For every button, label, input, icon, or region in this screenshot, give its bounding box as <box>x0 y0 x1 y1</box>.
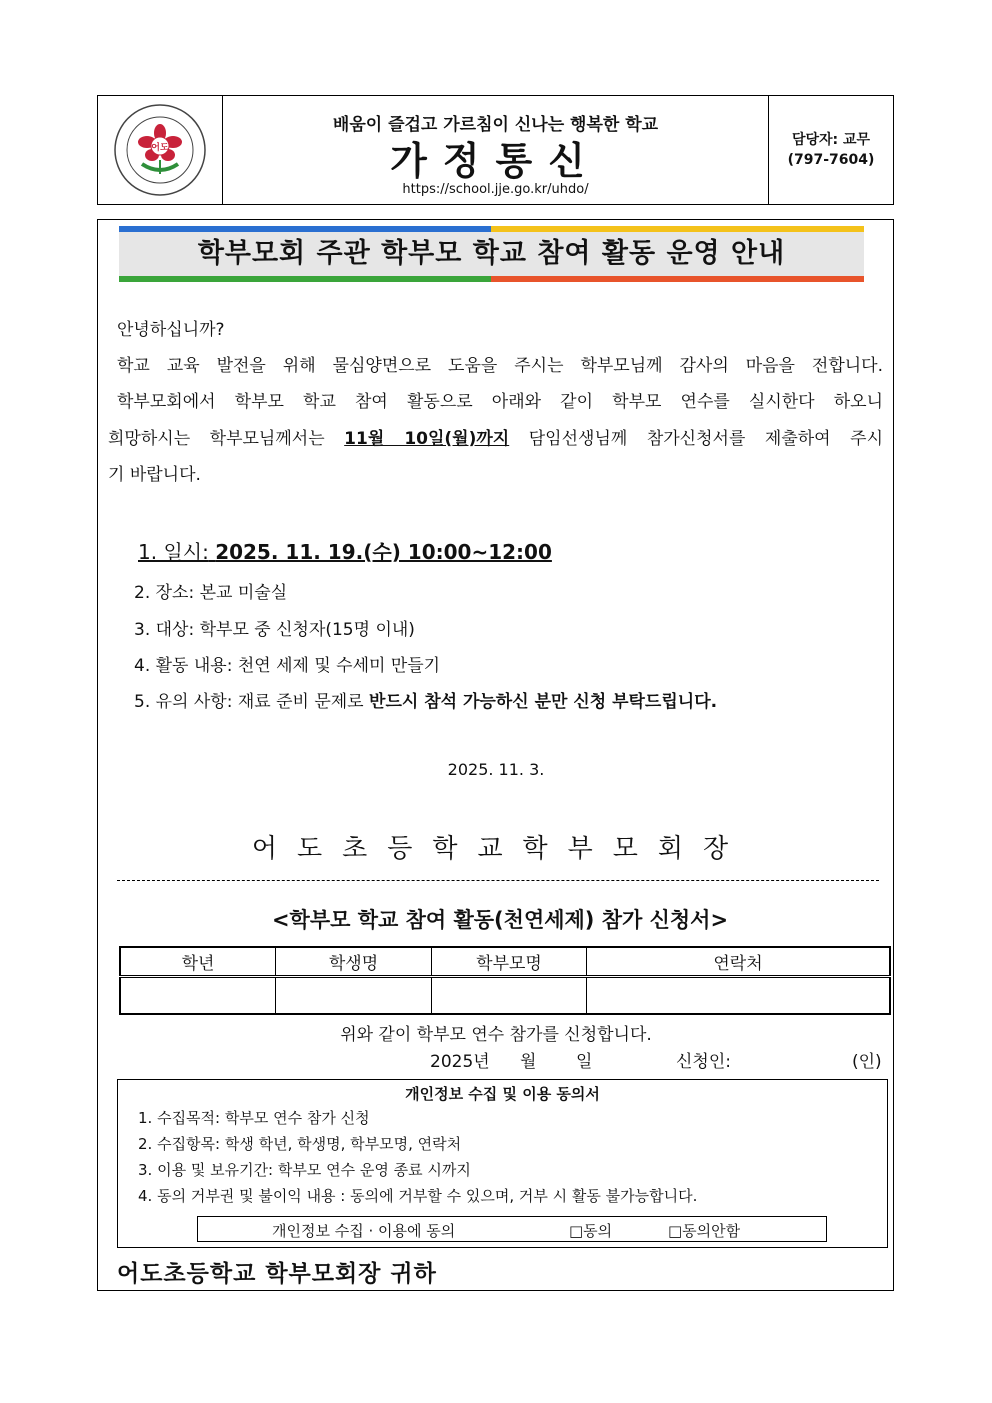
seal-mark: (인) <box>852 1052 882 1072</box>
logo-cell <box>98 96 223 204</box>
banner-bar-green <box>119 276 491 282</box>
table-header-row <box>120 947 890 977</box>
page-title: 가정통신 <box>390 139 601 183</box>
col-contact: 연락처 <box>587 947 891 977</box>
item-activity: 4. 활동 내용: 천연 세제 및 수세미 만들기 <box>134 656 441 676</box>
apply-month: 월 <box>520 1052 537 1072</box>
apply-year: 2025년 <box>430 1052 490 1072</box>
signature: 어도초등학교학부모회장 <box>251 834 749 864</box>
col-student-name: 학생명 <box>276 947 432 977</box>
footer-recipient: 어도초등학교 학부모회장 귀하 <box>117 1261 437 1287</box>
contact-cell-input[interactable] <box>587 977 891 1015</box>
consent-yes-checkbox[interactable]: □동의 <box>569 1222 613 1240</box>
contact-phone: (797-7604) <box>787 152 875 168</box>
item-datetime-label: 1. 일시: <box>138 540 209 564</box>
banner-bar-orange <box>491 276 864 282</box>
school-url[interactable]: https://school.jje.go.kr/uhdo/ <box>402 182 589 197</box>
privacy-consent-box <box>117 1079 888 1248</box>
consent-agree-label: 개인정보 수집 · 이용에 동의 <box>272 1222 456 1240</box>
body-line-3-pre: 희망하시는 학부모님께서는 <box>108 429 345 449</box>
deadline: 11월 10일(월)까지 <box>344 429 510 449</box>
item-notice <box>134 687 717 712</box>
col-parent-name: 학부모명 <box>432 947 587 977</box>
school-slogan: 배움이 즐겁고 가르침이 신나는 행복한 학교 <box>332 115 659 135</box>
consent-title: 개인정보 수집 및 이용 동의서 <box>405 1085 600 1103</box>
application-table <box>119 946 891 1015</box>
svg-text:어도: 어도 <box>151 143 169 153</box>
contact-cell <box>769 96 893 204</box>
consent-item-period: 3. 이용 및 보유기간: 학부모 연수 운영 종료 시까지 <box>138 1161 471 1179</box>
item-datetime-value: 2025. 11. 19.(수) 10:00~12:00 <box>215 540 552 564</box>
item-datetime <box>138 536 552 565</box>
grade-cell[interactable] <box>120 977 276 1015</box>
consent-item-purpose: 1. 수집목적: 학부모 연수 참가 신청 <box>138 1109 370 1127</box>
cut-line <box>117 880 879 881</box>
apply-day: 일 <box>576 1052 593 1072</box>
body-line-3 <box>108 421 883 457</box>
greeting: 안녕하십니까? <box>117 320 225 340</box>
header-box <box>97 95 894 205</box>
parent-name-cell[interactable] <box>432 977 587 1015</box>
body-line-4: 기 바랍니다. <box>108 465 201 485</box>
item-place: 2. 장소: 본교 미술실 <box>134 583 288 603</box>
item-notice-bold: 반드시 참석 가능하신 분만 신청 부탁드립니다. <box>369 692 718 712</box>
item-notice-pre: 5. 유의 사항: 재료 준비 문제로 <box>134 692 370 712</box>
body-line-3-post: 담임선생님께 참가신청서를 제출하여 주시 <box>509 429 883 449</box>
body-line-2: 학부모회에서 학부모 학교 참여 활동으로 아래와 같이 학부모 연수를 실시한다 하오니 <box>117 392 883 412</box>
item-target: 3. 대상: 학부모 중 신청자(15명 이내) <box>134 620 415 640</box>
consent-no-checkbox[interactable]: □동의안함 <box>668 1222 741 1240</box>
consent-item-refusal: 4. 동의 거부권 및 불이익 내용 : 동의에 거부할 수 있으며, 거부 시 활동 불가능합니다. <box>138 1187 698 1205</box>
consent-item-fields: 2. 수집항목: 학생 학년, 학생명, 학부모명, 연락처 <box>138 1135 462 1153</box>
applicant-label: 신청인: <box>676 1052 731 1072</box>
body-line-1: 학교 교육 발전을 위해 물심양면으로 도움을 주시는 학부모님께 감사의 마음을 전합니다. <box>117 356 883 376</box>
school-emblem-logo <box>112 102 208 198</box>
form-title: <학부모 학교 참여 활동(천연세제) 참가 신청서> <box>271 908 729 932</box>
banner-title: 학부모회 주관 학부모 학교 참여 활동 운영 안내 <box>119 232 864 276</box>
student-name-cell[interactable] <box>276 977 432 1015</box>
title-banner <box>119 226 864 282</box>
issue-date: 2025. 11. 3. <box>447 760 545 779</box>
table-row <box>120 977 890 1015</box>
consent-agree-row <box>197 1216 827 1242</box>
col-grade: 학년 <box>120 947 276 977</box>
apply-statement: 위와 같이 학부모 연수 참가를 신청합니다. <box>340 1025 652 1045</box>
contact-person: 담당자: 교무 <box>791 132 871 148</box>
title-cell <box>223 96 769 204</box>
